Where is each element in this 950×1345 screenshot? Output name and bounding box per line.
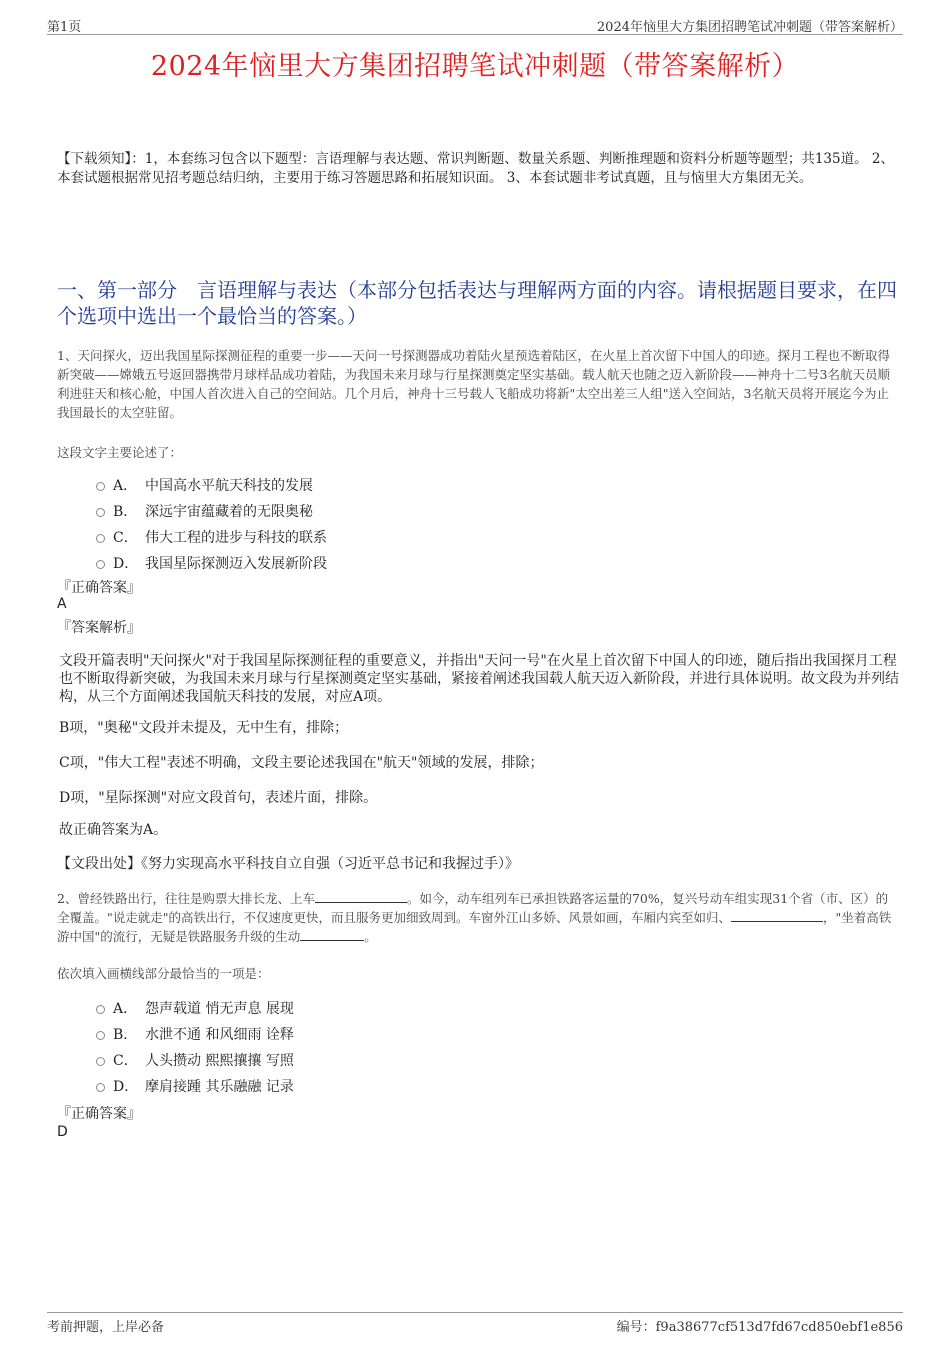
question-1-analysis-b: B项，"奥秘"文段并未提及，无中生有，排除； xyxy=(59,720,349,736)
question-1-option-b[interactable]: B． 深远宇宙蕴藏着的无限奥秘 xyxy=(96,498,327,524)
question-2-answer: D xyxy=(57,1124,68,1140)
question-1-option-c[interactable]: C． 伟大工程的进步与科技的联系 xyxy=(96,524,327,550)
question-1-option-d[interactable]: D． 我国星际探测迈入发展新阶段 xyxy=(96,550,327,576)
question-1-option-a[interactable]: A． 中国高水平航天科技的发展 xyxy=(96,472,327,498)
footer-serial: 编号：f9a38677cf513d7fd67cd850ebf1e856 xyxy=(616,1320,903,1335)
question-1-prompt: 这段文字主要论述了： xyxy=(57,445,183,460)
question-1-stem: 1、天问探火，迈出我国星际探测征程的重要一步——天问一号探测器成功着陆火星预选着陆区，在火星上首次留下中国人的印迹。探月工程也不断取得新突破——嫦娥五号返回器携带月球样品成功着陆，为我国未来月球与行星探测奠定坚实基础。载人航天也随之迈入新阶段——神舟十二号3名航天员顺利进驻天和核心舱，中国人首次进入自己的空间站。几个月后，神舟十三号载人飞船成功将新"太空出差三人组"送入空间站，3名航天员将开展迄今为止我国最长的太空驻留。 xyxy=(57,348,890,420)
question-1-analysis-main: 文段开篇表明"天问探火"对于我国星际探测征程的重要意义，并指出"天问一号"在火星上首次留下中国人的印迹，随后指出我国探月工程也不断取得新突破，为我国未来月球与行星探测奠定坚实基础，紧接着阐述我国载人航天迈入新阶段，并进行具体说明。故文段为并列结构，从三个方面阐述我国航天科技的发展，对应A项。 xyxy=(59,653,899,705)
question-1-analysis-c: C项，"伟大工程"表述不明确，文段主要论述我国在"航天"领域的发展，排除； xyxy=(59,755,544,771)
question-2-option-a[interactable]: A． 怨声载道 悄无声息 展现 xyxy=(96,995,294,1021)
radio-icon[interactable] xyxy=(96,1083,105,1092)
question-2-stem: 2、曾经铁路出行，往往是购票大排长龙、上车 。如今，动车组列车已承担铁路客运量的70%，复兴号动车组实现31个省（市、区）的全覆盖。"说走就走"的高铁出行，不仅速度更快，而且服务更加细致周到。车窗外江山多娇、风景如画，车厢内宾至如归、 ，"坐着高铁游中国"的流行，无疑是铁路服务升级的生动 。 xyxy=(57,891,892,944)
page-number: 第1页 xyxy=(47,20,82,35)
question-2-option-b[interactable]: B． 水泄不通 和风细雨 诠释 xyxy=(96,1021,294,1047)
radio-icon[interactable] xyxy=(96,482,105,491)
question-2-options xyxy=(96,995,294,1099)
question-2-option-d[interactable]: D． 摩肩接踵 其乐融融 记录 xyxy=(96,1073,294,1099)
section-heading: 一、第一部分 言语理解与表达（本部分包括表达与理解两方面的内容。请根据题目要求，在四个选项中选出一个最恰当的答案。） xyxy=(57,278,897,328)
fill-blank-2 xyxy=(731,909,823,922)
document-title: 2024年恼里大方集团招聘笔试冲刺题（带答案解析） xyxy=(150,51,800,82)
question-1-analysis-d: D项，"星际探测"对应文段首句，表述片面，排除。 xyxy=(59,790,378,806)
fill-blank-1 xyxy=(315,890,407,903)
footer-slogan: 考前押题，上岸必备 xyxy=(47,1320,165,1335)
radio-icon[interactable] xyxy=(96,534,105,543)
question-1-analysis-label: 『答案解析』 xyxy=(57,620,141,636)
download-notice: 【下载须知】：1，本套练习包含以下题型：言语理解与表达题、常识判断题、数量关系题、判断推理题和资料分析题等题型；共135道。 2、本套试题根据常见招考题总结归纳，主要用于练习答题思路和拓展知识面。 3、本套试题非考试真题，且与恼里大方集团无关。 xyxy=(57,151,894,186)
question-1-answer-label: 『正确答案』 xyxy=(57,580,141,596)
question-2-option-c[interactable]: C． 人头攒动 熙熙攘攘 写照 xyxy=(96,1047,294,1073)
radio-icon[interactable] xyxy=(96,508,105,517)
radio-icon[interactable] xyxy=(96,1057,105,1066)
page-footer xyxy=(47,1312,903,1335)
radio-icon[interactable] xyxy=(96,1031,105,1040)
radio-icon[interactable] xyxy=(96,560,105,569)
question-2-prompt: 依次填入画横线部分最恰当的一项是： xyxy=(57,966,270,981)
question-2-answer-label: 『正确答案』 xyxy=(57,1106,141,1122)
question-1-conclusion: 故正确答案为A。 xyxy=(59,822,168,838)
page-header xyxy=(47,14,903,35)
question-1-options xyxy=(96,472,327,576)
question-1-answer: A xyxy=(57,596,67,612)
question-1-source: 【文段出处】《努力实现高水平科技自立自强（习近平总书记和我握过手）》 xyxy=(57,856,519,872)
header-doc-title: 2024年恼里大方集团招聘笔试冲刺题（带答案解析） xyxy=(596,20,903,35)
fill-blank-3 xyxy=(300,928,364,941)
radio-icon[interactable] xyxy=(96,1005,105,1014)
